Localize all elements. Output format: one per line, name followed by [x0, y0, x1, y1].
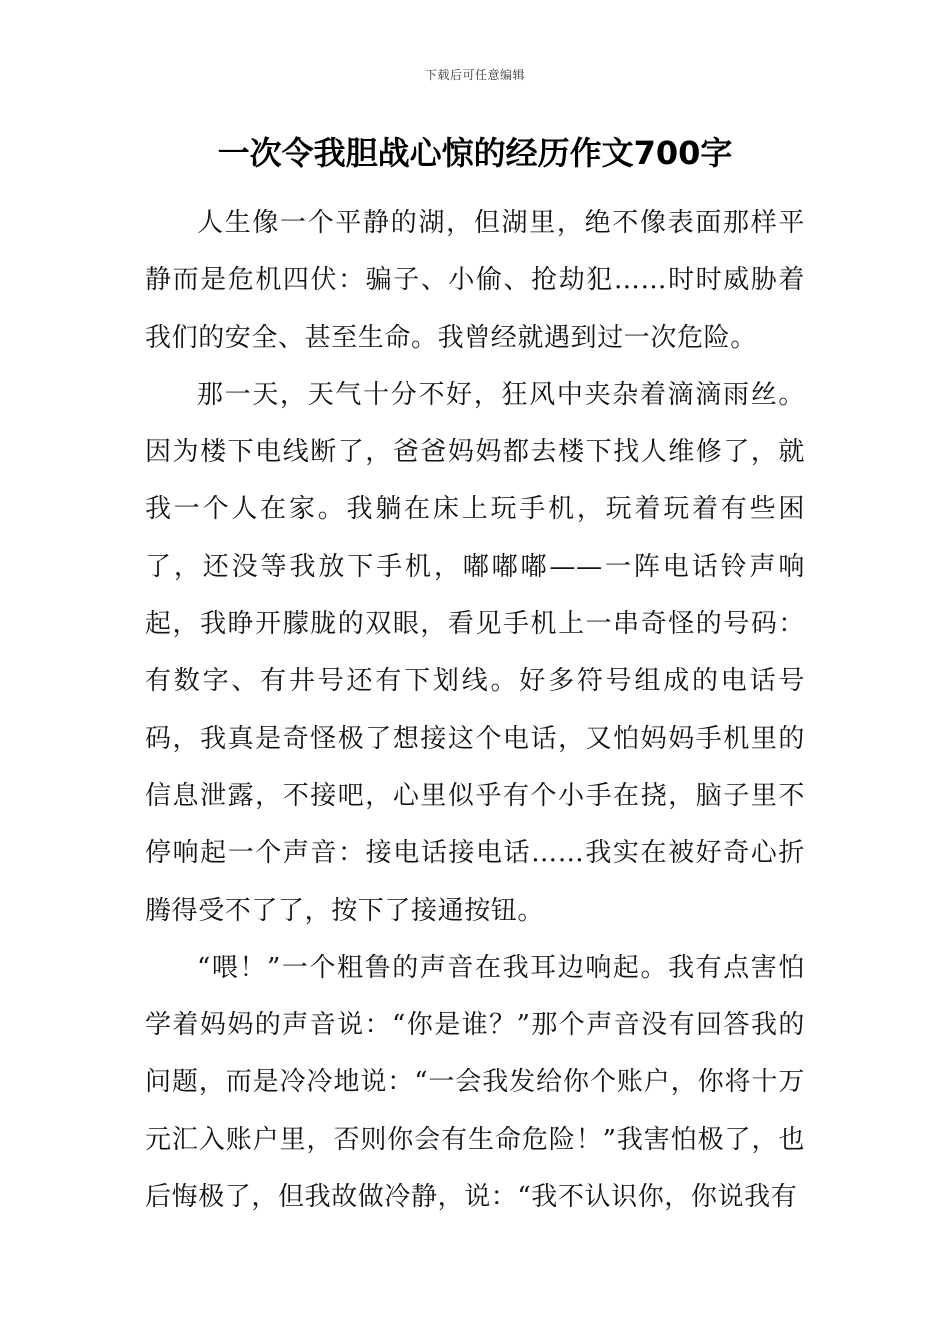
paragraph-3: “喂！”一个粗鲁的声音在我耳边响起。我有点害怕学着妈妈的声音说：“你是谁？”那个声音没有回答我的问题，而是冷冷地说：“一会我发给你个账户，你将十万元汇入账户里，否则你会有生命危险！”我害怕极了，也后悔极了，但我故做冷静，说：“我不认识你，你说我有	[145, 952, 805, 1213]
document-title: 一次令我胆战心惊的经历作文700字	[217, 134, 733, 172]
paragraph-1: 人生像一个平静的湖，但湖里，绝不像表面那样平静而是危机四伏：骗子、小偷、抢劫犯……时时威胁着我们的安全、甚至生命。我曾经就遇到过一次危险。	[145, 208, 805, 353]
paragraph-2: 那一天，天气十分不好，狂风中夹杂着滴滴雨丝。因为楼下电线断了，爸爸妈妈都去楼下找人维修了，就我一个人在家。我躺在床上玩手机，玩着玩着有些困了，还没等我放下手机，嘟嘟嘟——一阵电话铃声响起，我睁开朦胧的双眼，看见手机上一串奇怪的号码：有数字、有井号还有下划线。好多符号组成的电话号码，我真是奇怪极了想接这个电话，又怕妈妈手机里的信息泄露，不接吧，心里似乎有个小手在挠，脑子里不停响起一个声音：接电话接电话……我实在被好奇心折腾得受不了了，按下了接通按钮。	[145, 379, 805, 926]
header-note: 下载后可任意编辑	[424, 68, 525, 82]
essay-body	[145, 195, 805, 1226]
